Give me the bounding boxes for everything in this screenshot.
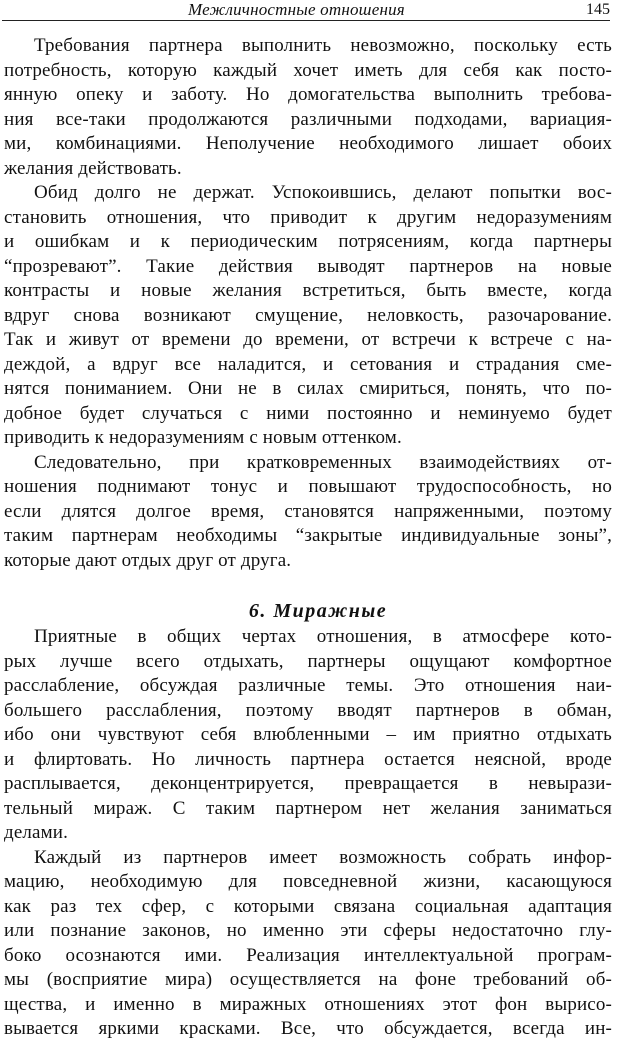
paragraph-line: тельный мираж. С таким партнером нет желания заниматься [4,797,612,819]
paragraph-line: становить отношения, что приводит к другим недоразумениям [4,206,612,228]
paragraph-line: расплывается, деконцентрируется, превращается в невырази- [4,773,612,794]
paragraphs-after-section [4,625,612,1042]
paragraph-line: как раз тех сфер, с которыми связана социальная адаптация [4,895,612,917]
running-title: Межличностные отношения [188,0,405,19]
paragraph [4,846,612,1042]
paragraph-line: вдруг снова возникают смущение, неловкость, разочарование. [4,304,612,326]
body-text [4,34,612,1042]
paragraph-line: делами. [4,822,69,843]
paragraph-line: потребность, которую каждый хочет иметь для себя как посто- [4,59,612,81]
paragraph-line: ми, комбинациями. Неполучение необходимого лишает обоих [4,133,612,154]
paragraph-line: если длятся долгое время, становятся напряженными, поэтому [4,500,612,522]
paragraph-line: Следовательно, при кратковременных взаимодействиях от- [34,451,612,473]
paragraph-line: расслабление, обсуждая различные темы. Это отношения наи- [4,675,612,696]
paragraph-line: которые дают отдых друг от друга. [4,549,292,571]
page-number: 145 [586,1,610,18]
paragraph-line: мы (восприятие мира) осуществляется на фоне требований об- [4,969,612,990]
paragraph-line: и флиртовать. Но личность партнера остается неясной, вроде [4,748,612,770]
paragraph-line: приводить к недоразумениям с новым оттенком. [4,427,402,448]
paragraph-line: желания действовать. [4,157,182,179]
paragraph-line: таким партнерам необходимы “закрытые индивидуальные зоны”, [4,525,612,546]
paragraphs-before-section [4,34,612,573]
paragraph-line: ния все-таки продолжаются различными подходами, вариация- [4,108,612,130]
paragraph-line: добное будет случаться с ними постоянно и неминуемо будет [4,402,612,424]
paragraph-line: Каждый из партнеров имеет возможность собрать инфор- [34,846,612,868]
paragraph-line: Обид долго не держат. Успокоившись, делают попытки вос- [34,182,612,203]
paragraph-line: контрасты и новые желания встретиться, быть вместе, когда [4,280,612,301]
paragraph-line: Требования партнера выполнить невозможно, поскольку есть [34,35,612,56]
paragraph-line: ибо они чувствуют себя влюбленными – им приятно отдыхать [4,724,612,745]
paragraph [4,181,612,451]
paragraph-line: и ошибкам и к периодическим потрясениям, когда партнеры [4,231,612,252]
paragraph-line: деждой, а вдруг все наладится, и сетования и страдания сме- [4,353,612,375]
paragraph [4,451,612,574]
paragraph-line: боко осознаются ими. Реализация интеллектуальной програм- [4,944,612,966]
paragraph-line: янную опеку и заботу. Но домогательства выполнить требова- [4,84,612,105]
section-heading: 6. Миражные [248,600,388,622]
paragraph-line: Приятные в общих чертах отношения, в атмосфере кото- [34,626,612,647]
paragraph-line: рых лучше всего отдыхать, партнеры ощущают комфортное [4,650,612,672]
running-header [2,0,610,20]
paragraph-line: ношения поднимают тонус и повышают трудоспособность, но [4,476,612,497]
paragraph-line: мацию, необходимую для повседневной жизни, касающуюся [4,871,612,892]
paragraph-line: щества, и именно в миражных отношениях этот фон вырисо- [4,993,612,1015]
paragraph-line: Так и живут от времени до времени, от встречи к встрече с на- [4,329,612,350]
paragraph-line: большего расслабления, поэтому вводят партнеров в обман, [4,699,612,721]
paragraph-line: или познание законов, но именно эти сферы недостаточно глу- [4,920,612,941]
paragraph-line: “прозревают”. Такие действия выводят партнеров на новые [4,255,612,277]
header-rule [2,20,610,21]
paragraph [4,625,612,846]
paragraph [4,34,612,181]
paragraph-line: вывается яркими красками. Все, что обсуждается, всегда ин- [4,1018,612,1039]
paragraph-line: нятся пониманием. Они не в силах смириться, понять, что по- [4,378,612,399]
